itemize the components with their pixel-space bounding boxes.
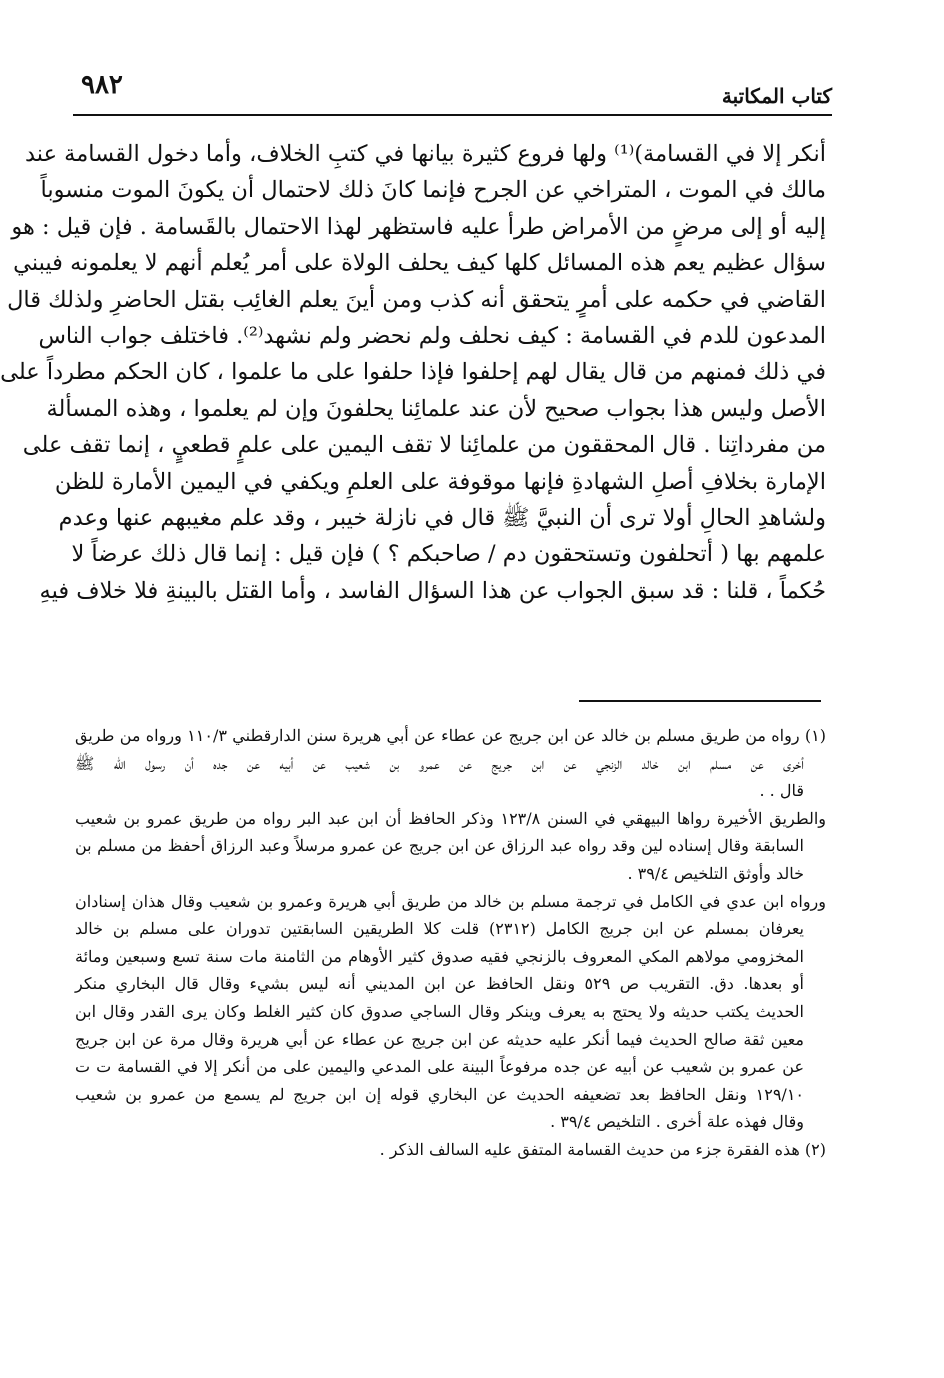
text-line: مالك في الموت ، المتراخي عن الجرح فإنما كانَ ذلك لاحتمال أن يكونَ الموت منسوباً	[40, 177, 826, 204]
text-line: أنكر إلا في القسامة)⁽¹⁾ ولها فروع كثيرة بيانها في كتبِ الخلاف، وأما دخول القسامة عند	[24, 141, 826, 167]
text-line: الإمارة بخلافِ أصلِ الشهادةِ فإنها موقوفة على العلمِ ويكفي في اليمين الأمارة للظن	[54, 468, 826, 495]
text-line: علمهم بها ( أتحلفون وتستحقون دم / صاحبكم ؟ ) فإن قيل : إنما قال ذلك عرضاً لا	[71, 541, 826, 568]
text-line: من مفرداتِنا . قال المحققون من علمائِنا لا تقف اليمين على علمٍ قطعيٍ ، إنما تقف على	[22, 432, 826, 459]
footnote-line: (١) رواه من طريق مسلم بن خالد عن ابن جريج عن عطاء عن أبي هريرة سنن الدارقطني ١١٠/٣ ورواه من طريق	[75, 726, 827, 745]
footnote-line: ١٢٩/١٠ ونقل الحافظ بعد تضعيفه الحديث عن البخاري قوله إن ابن جريج لم يسمع من عمرو بن شعيب	[75, 1084, 804, 1104]
text-line: الأصل وليس هذا بجواب صحيح لأن عند علمائِنا يحلفونَ وإن لم يعلموا ، وهذه المسألة	[46, 395, 826, 422]
footnote-line: وقال فهذه علة أخرى . التلخيص ٣٩/٤ .	[550, 1112, 804, 1132]
footnote-line: معين ثقة صالح الحديث فيما أنكر عليه حديثه عن ابن جريج عن عطاء عن أبي هريرة وقال مرة عن ابن جريج	[75, 1029, 805, 1049]
page-number: ٩٨٢	[81, 70, 123, 100]
text-line: في ذلك فمنهم من قال يقال لهم إحلفوا فإذا حلفوا على ما علموا ، كان الحكم مطرداً على	[0, 359, 826, 386]
text-line: حُكماً ، قلنا : قد سبق الجواب عن هذا السؤال الفاسد ، وأما القتل بالبينةِ فلا خلاف فيهِ	[39, 577, 826, 604]
footnote-line: السابقة وقال إسناده لين وقد رواه عبد الرزاق عن ابن جريج عن عمرو مرسلاً وعبد الرزاق أحفظ من مسلم بن	[75, 836, 804, 856]
footnote-line: (٢) هذه الفقرة جزء من حديث القسامة المتفق عليه السالف الذكر .	[379, 1139, 826, 1159]
footnotes	[75, 722, 826, 1164]
footnote-divider	[579, 700, 821, 702]
main-text	[0, 136, 826, 609]
text-line: القاضي في حكمه على أمرٍ يتحقق أنه كذب ومن أينَ يعلم الغائِب بقتل الحاضرِ ولذلك قال	[7, 286, 826, 313]
footnote-line: المخزومي مولاهم المكي المعروف بالزنجي فقيه صدوق كثير الأوهام من الثامنة مات سنة تسع وسبعين ومائة	[75, 946, 804, 966]
running-header	[73, 58, 832, 116]
footnote-line: أو بعدها. دق. التقريب ص ٥٢٩ ونقل الحافظ عن ابن المديني أنه ليس بشيء وقال قال البخاري منكر	[75, 974, 804, 994]
text-line: المدعون للدم في القسامة : كيف نحلف ولم نحضر ولم نشهد⁽²⁾. فاختلف جواب الناس	[38, 323, 826, 350]
text-line: ولشاهدِ الحالِ أولا ترى أن النبيَّ ﷺ قال في نازلة خيبر ، وقد علم مغيبهم عنها وعدم	[58, 505, 826, 532]
text-line: سؤال عظيم يعم هذه المسائل كلها كيف يحلف الولاة على أمر يُعلم أنهم لا يعلمونه فيبني	[13, 250, 826, 277]
chapter-title: كتاب المكاتبة	[721, 84, 832, 108]
footnote-line: الحديث يكتب حديثه ولا يحتج به يعرف وينكر وقال الساجي صدوق كان كثير الغلط وكان يرى القدر وقال ابن	[75, 1001, 805, 1021]
footnote-line: والطريق الأخيرة رواها البيهقي في السنن ١٢٣/٨ وذكر الحافظ أن ابن عبد البر رواه من طريق عمرو بن شعيب	[75, 808, 827, 828]
footnote-line: خالد وأوثق التلخيص ٣٩/٤ .	[627, 863, 804, 883]
footnote-line: عن عمرو بن شعيب عن أبيه عن جده مرفوعاً البينة على المدعي واليمين على من أنكر إلا في القسامة ت ت	[75, 1057, 805, 1077]
footnote-line: قال . .	[759, 781, 804, 801]
footnote-line: ورواه ابن عدي في الكامل في ترجمة مسلم بن خالد من طريق أبي هريرة وعمرو بن شعيب وقال هذان إسنادان	[75, 891, 827, 911]
footnote-line: يعرفان بمسلم عن ابن جريج الكامل (٢٣١٢) قلت كلا الطريقين السابقتين تدوران على مسلم بن خالد	[75, 919, 804, 939]
text-line: إليه أو إلى مرضٍ من الأمراض طرأ عليه فاستظهر لهذا الاحتمال بالقَسامة . فإن قيل : هو	[11, 213, 826, 240]
footnote-line: أخرى عن مسلم ابن خالد الزنجي عن ابن جريج عن عمرو بن شعيب عن أبيه عن جده أن رسول الله ﷺ	[75, 753, 805, 773]
